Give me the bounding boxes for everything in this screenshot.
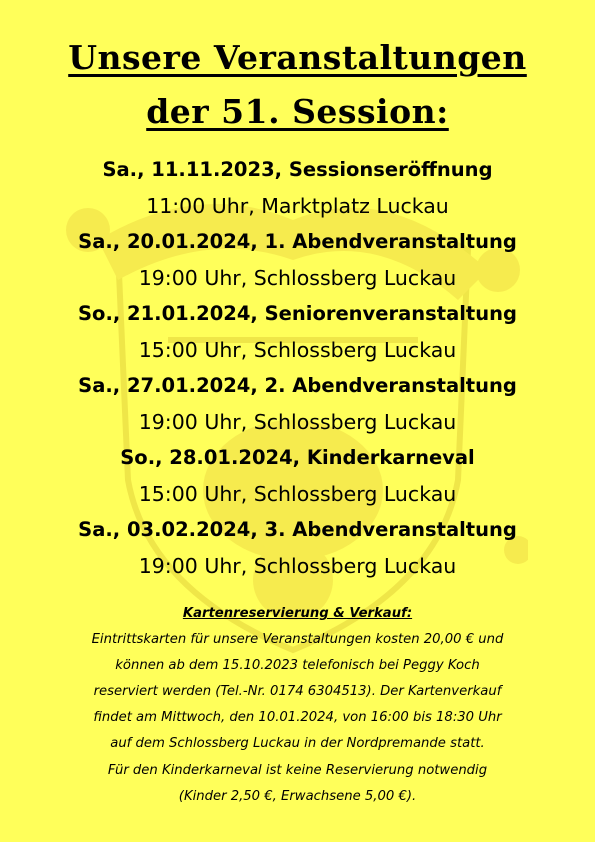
event-date-title: Sa., 11.11.2023, Sessionseröffnung [102, 158, 493, 181]
ticket-info [0, 601, 595, 810]
event-time-location: 19:00 Uhr, Schlossberg Luckau [138, 266, 457, 290]
event-date-title: Sa., 03.02.2024, 3. Abendveranstaltung [78, 518, 517, 541]
ticket-info-line: auf dem Schlossberg Luckau in der Nordpremande statt. [110, 736, 485, 752]
event-item [0, 440, 595, 512]
ticket-info-line: Für den Kinderkarneval ist keine Reservierung notwendig [107, 762, 488, 778]
ticket-info-line: findet am Mittwoch, den 10.01.2024, von 16:00 bis 18:30 Uhr [93, 710, 502, 726]
event-item [0, 512, 595, 584]
event-item [0, 296, 595, 368]
event-time-location: 19:00 Uhr, Schlossberg Luckau [138, 554, 457, 578]
ticket-info-line: können ab dem 15.10.2023 telefonisch bei Peggy Koch [115, 658, 480, 674]
event-time-location: 15:00 Uhr, Schlossberg Luckau [138, 338, 457, 362]
event-time-location: 11:00 Uhr, Marktplatz Luckau [146, 194, 449, 218]
event-date-title: So., 21.01.2024, Seniorenveranstaltung [78, 302, 517, 325]
ticket-info-line: Eintrittskarten für unsere Veranstaltungen kosten 20,00 € und [91, 632, 504, 648]
page-title-line-1: Unsere Veranstaltungen [68, 38, 527, 77]
ticket-info-line: (Kinder 2,50 €, Erwachsene 5,00 €). [178, 788, 417, 804]
event-item [0, 368, 595, 440]
event-date-title: So., 28.01.2024, Kinderkarneval [120, 446, 475, 469]
event-item [0, 224, 595, 296]
event-time-location: 15:00 Uhr, Schlossberg Luckau [138, 482, 457, 506]
event-date-title: Sa., 20.01.2024, 1. Abendveranstaltung [78, 230, 517, 253]
event-list [0, 152, 595, 584]
ticket-info-line: reserviert werden (Tel.-Nr. 0174 6304513). Der Kartenverkauf [93, 684, 502, 700]
ticket-info-heading: Kartenreservierung & Verkauf: [182, 606, 413, 621]
event-time-location: 19:00 Uhr, Schlossberg Luckau [138, 410, 457, 434]
event-date-title: Sa., 27.01.2024, 2. Abendveranstaltung [78, 374, 517, 397]
event-item [0, 152, 595, 224]
page-title-line-2: der 51. Session: [146, 92, 449, 131]
